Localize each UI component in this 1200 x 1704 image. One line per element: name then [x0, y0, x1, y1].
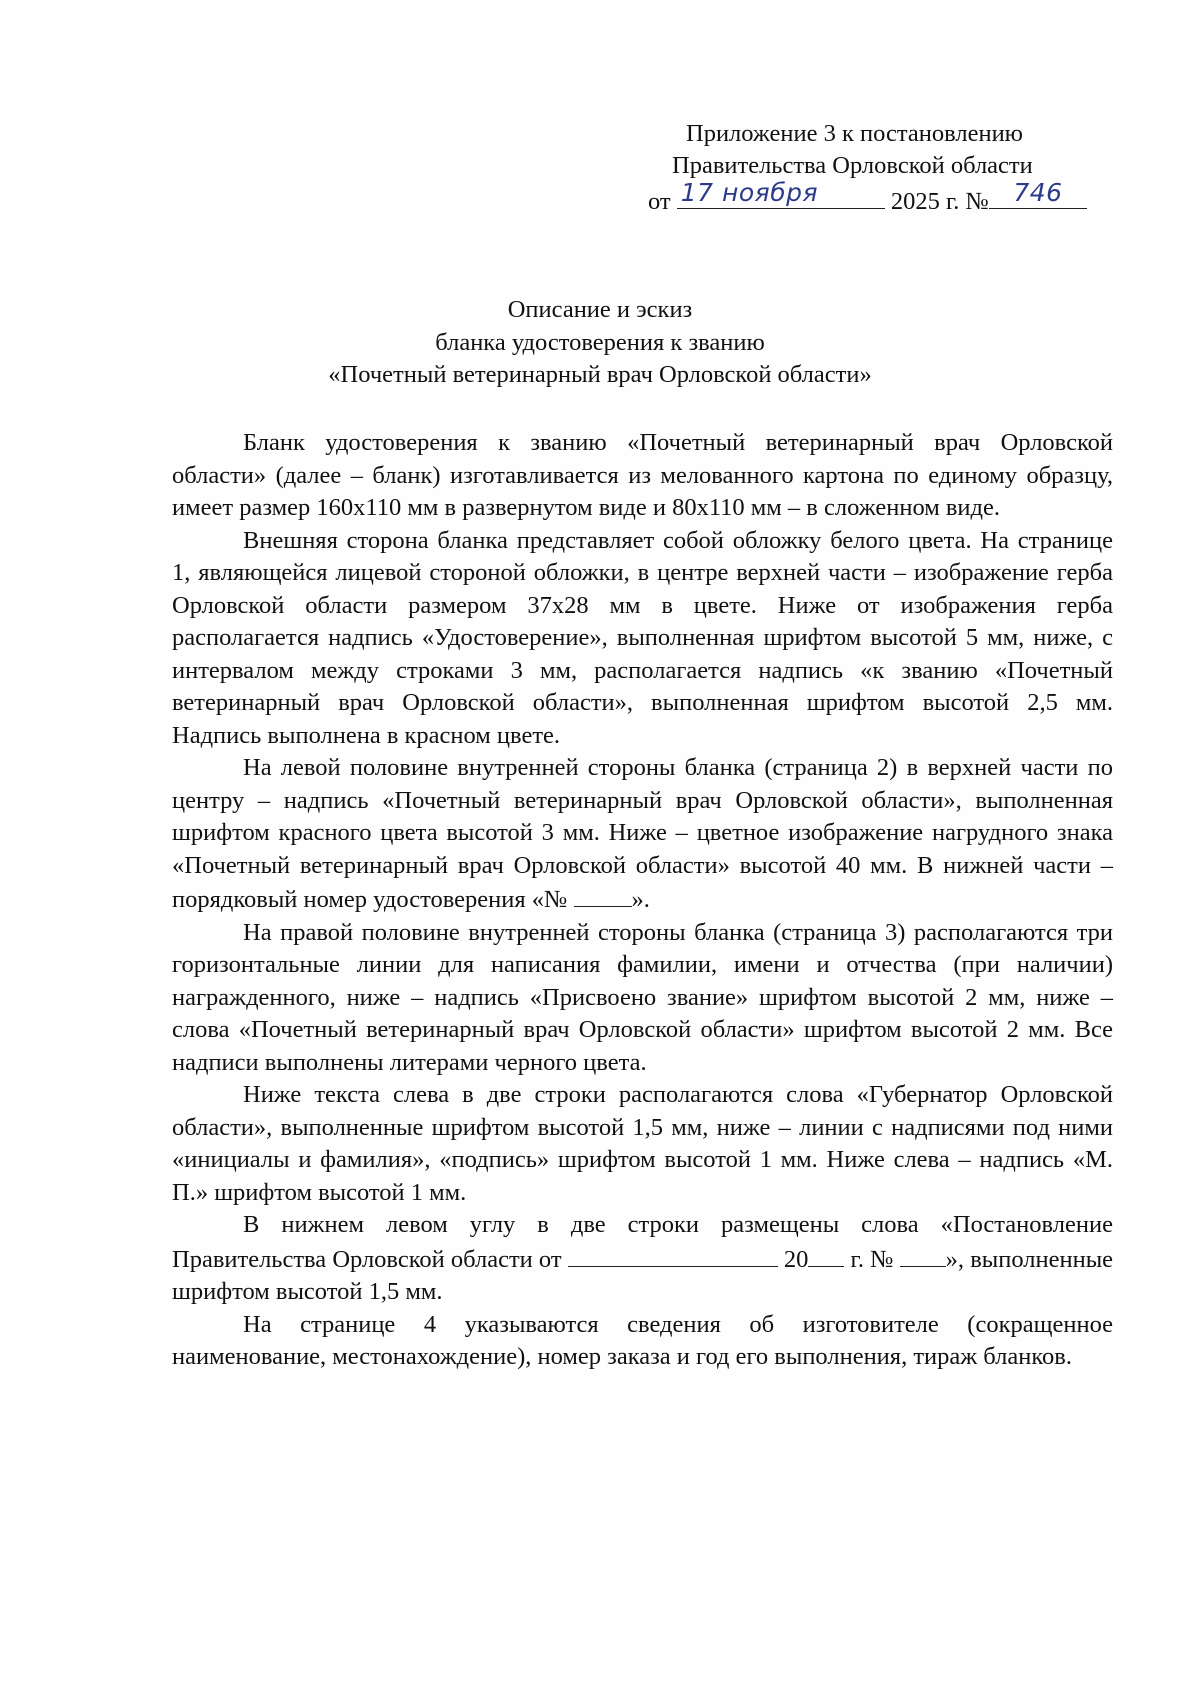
title-line-1: Описание и эскиз: [507, 296, 693, 323]
document-body: [172, 427, 1113, 1374]
document-title: [120, 294, 1080, 392]
appendix-header: [640, 118, 1100, 218]
paragraph-6: [172, 1209, 1113, 1309]
paragraph-4: На правой половине внутренней стороны бланка (страница 3) располагаются три горизонтальные линии для написания фамилии, имени и отчества (при наличии) награжденного, ниже – надпись «Присвоено звание» шрифтом высотой 2 мм, ниже – слова «Почетный ветеринарный врач Орловской области» шрифтом высотой 2 мм. Все надписи выполнены литерами черного цвета.: [172, 918, 1113, 1076]
date-blank: [568, 1242, 778, 1267]
number-blank: [574, 882, 632, 907]
paragraph-6-number-label: г. №: [850, 1245, 894, 1273]
year-number-label: 2025 г. №: [890, 188, 989, 215]
date-fill-line: [677, 178, 885, 209]
title-line-2: бланка удостоверения к званию: [435, 328, 765, 356]
paragraph-6-year: 20: [783, 1245, 809, 1273]
paragraph-7: На странице 4 указываются сведения об изготовителе (сокращенное наименование, местонахождение), номер заказа и год его выполнения, тираж бланков.: [172, 1310, 1113, 1370]
paragraph-3-end: ».: [631, 886, 650, 913]
appendix-line-1: Приложение 3 к постановлению: [686, 120, 1023, 147]
paragraph-3: [172, 752, 1113, 917]
paragraph-2: Внешняя сторона бланка представляет собой обложку белого цвета. На странице 1, являющейся лицевой стороной обложки, в центре верхней части – изображение герба Орловской области размером 37x28 мм в цвете. Ниже от изображения герба располагается надпись «Удостоверение», выполненная шрифтом высотой 5 мм, ниже, с интервалом между строками 3 мм, располагается надпись «к званию «Почетный ветеринарный врач Орловской области», выполненная шрифтом высотой 2,5 мм. Надпись выполнена в красном цвете.: [172, 526, 1113, 749]
paragraph-5: Ниже текста слева в две строки располагаются слова «Губернатор Орловской области», выполненные шрифтом высотой 1,5 мм, ниже – линии с надписями под ними «инициалы и фамилия», «подпись» шрифтом высотой 1 мм. Ниже слева – надпись «М. П.» шрифтом высотой 1 мм.: [172, 1081, 1113, 1206]
handwritten-number: 746: [1013, 178, 1063, 207]
paragraph-1: Бланк удостоверения к званию «Почетный ветеринарный врач Орловской области» (далее – бланк) изготавливается из мелованного картона по единому образцу, имеет размер 160x110 мм в развернутом виде и 80x110 мм – в сложенном виде.: [172, 429, 1113, 521]
title-line-3: «Почетный ветеринарный врач Орловской области»: [328, 361, 872, 388]
date-prefix: от: [648, 188, 671, 215]
year-blank: [808, 1242, 844, 1267]
appendix-date-line: [640, 178, 1100, 218]
number-fill-line: [989, 178, 1087, 209]
paragraph-3-text: На левой половине внутренней стороны бланка (страница 2) в верхней части по центру – надпись «Почетный ветеринарный врач Орловской области», выполненная шрифтом красного цвета высотой 3 мм. Ниже – цветное изображение нагрудного знака «Почетный ветеринарный врач Орловской области» высотой 40 мм. В нижней части – порядковый номер удостоверения «№: [172, 754, 1113, 913]
appendix-line-2: Правительства Орловской области: [672, 152, 1033, 179]
resolution-number-blank: [900, 1242, 946, 1267]
paragraph-6-part-1: В нижнем левом углу в две строки размещены слова «Постановление Правительства Орловской области от: [172, 1211, 1113, 1273]
paragraph-6-part-4: », выполненные шрифтом высотой 1,5 мм.: [172, 1245, 1114, 1305]
handwritten-date: 17 ноября: [680, 178, 819, 207]
